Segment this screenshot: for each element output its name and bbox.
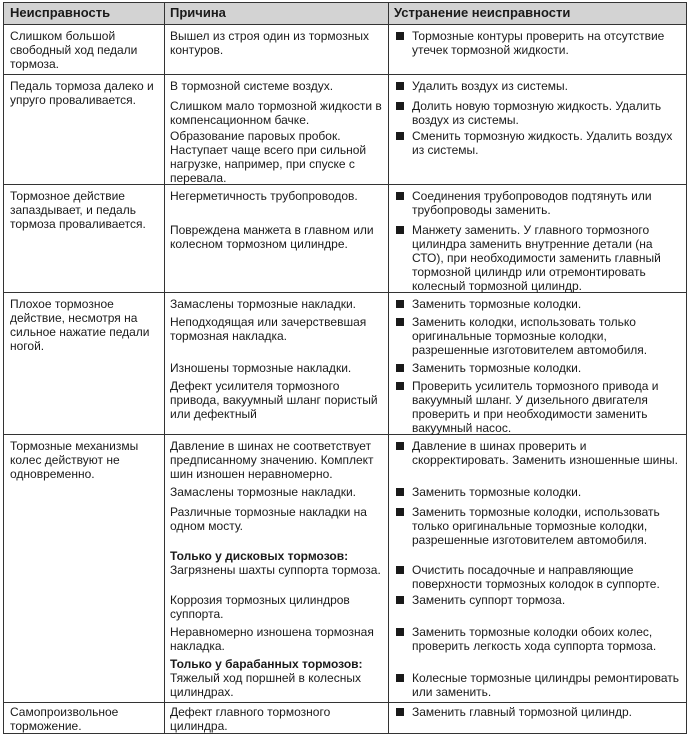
- fix-label: Заменить тормозные колодки.: [412, 361, 582, 375]
- fault-group: [4, 293, 686, 435]
- bullet-icon: [396, 132, 404, 140]
- bullet-icon: [396, 382, 404, 390]
- fix-label: Заменить колодки, использовать только оригинальные тормозные колодки, разрешенные изготовителем автомобиля.: [412, 315, 648, 357]
- fix-label: Очистить посадочные и направляющие поверхности тормозных колодок в суппорте.: [412, 563, 660, 591]
- fix-label: Заменить тормозные колодки, использовать только оригинальные тормозные колодки, разрешенные изготовителем автомобиля.: [412, 505, 660, 547]
- fault-group: [4, 25, 686, 75]
- fault-group: [4, 703, 686, 733]
- cause-text: Дефект главного тормозного цилиндра.: [170, 705, 331, 733]
- column-divider: [388, 3, 389, 733]
- fix-text: [394, 129, 682, 157]
- fix-text: [394, 505, 682, 547]
- bullet-icon: [396, 674, 404, 682]
- fix-text: [394, 485, 682, 499]
- cause-text: Вышел из строя один из тормозных контуров.: [170, 29, 369, 57]
- troubleshooting-table: [3, 2, 687, 734]
- cause-text: Замаслены тормозные накладки.: [170, 297, 357, 311]
- cause-text: Замаслены тормозные накладки.: [170, 485, 357, 499]
- header-fault: Неисправность: [10, 5, 111, 20]
- fix-label: Заменить тормозные колодки обоих колес, проверить легкость хода суппорта тормоза.: [412, 625, 657, 653]
- fix-label: Удалить воздух из системы.: [412, 79, 568, 93]
- fix-text: [394, 297, 682, 311]
- bullet-icon: [396, 82, 404, 90]
- fix-label: Манжету заменить. У главного тормозного цилиндра заменить внутренние детали (на СТО), при необходимости заменить главный тормозной цилиндр или отремонтировать колесный тормозной цилиндр.: [412, 223, 661, 293]
- bullet-icon: [396, 488, 404, 496]
- cause-text: Тяжелый ход поршней в колесных цилиндрах.: [170, 671, 361, 699]
- bullet-icon: [396, 192, 404, 200]
- fault-text: Плохое тормозное действие, несмотря на сильное нажатие педали ногой.: [10, 297, 150, 353]
- cause-text: Загрязнены шахты суппорта тормоза.: [170, 563, 381, 577]
- bullet-icon: [396, 508, 404, 516]
- bullet-icon: [396, 32, 404, 40]
- fix-text: [394, 379, 682, 435]
- fix-text: [394, 705, 682, 719]
- fault-text: Педаль тормоза далеко и упруго проваливается.: [10, 79, 154, 107]
- cause-text: Неподходящая или зачерствевшая тормозная накладка.: [170, 315, 367, 343]
- fix-label: Колесные тормозные цилиндры ремонтировать или заменить.: [412, 671, 679, 699]
- bullet-icon: [396, 442, 404, 450]
- cause-text: Негерметичность трубопроводов.: [170, 189, 358, 203]
- cause-text: Повреждена манжета в главном или колесном тормозном цилиндре.: [170, 223, 374, 251]
- bullet-icon: [396, 596, 404, 604]
- subheading-disc: Только у дисковых тормозов:: [170, 549, 349, 563]
- cause-text: В тормозной системе воздух.: [170, 79, 334, 93]
- fix-label: Тормозные контуры проверить на отсутствие утечек тормозной жидкости.: [412, 29, 665, 57]
- fix-text: [394, 315, 682, 357]
- bullet-icon: [396, 364, 404, 372]
- fault-text: Тормозное действие запаздывает, и педаль тормоза проваливается.: [10, 189, 146, 231]
- table-header: [4, 3, 686, 25]
- column-divider: [164, 3, 165, 733]
- fix-text: [394, 99, 682, 127]
- fix-label: Заменить главный тормозной цилиндр.: [412, 705, 632, 719]
- subheading-drum: Только у барабанных тормозов:: [170, 657, 363, 671]
- fix-text: [394, 593, 682, 607]
- cause-text: Дефект усилителя тормозного привода, вакуумный шланг пористый или дефектный: [170, 379, 378, 421]
- fix-label: Долить новую тормозную жидкость. Удалить воздух из системы.: [412, 99, 662, 127]
- fix-text: [394, 671, 682, 699]
- fix-label: Соединения трубопроводов подтянуть или трубопроводы заменить.: [412, 189, 652, 217]
- fix-label: Давление в шинах проверить и скорректировать. Заменить изношенные шины.: [412, 439, 678, 467]
- fix-text: [394, 563, 682, 591]
- cause-text: Коррозия тормозных цилиндров суппорта.: [170, 593, 350, 621]
- cause-text: Различные тормозные накладки на одном мосту.: [170, 505, 367, 533]
- bullet-icon: [396, 566, 404, 574]
- fix-text: [394, 625, 682, 653]
- fault-group: [4, 75, 686, 185]
- fault-text: Самопроизвольное торможение.: [10, 705, 119, 733]
- fix-label: Сменить тормозную жидкость. Удалить воздух из системы.: [412, 129, 673, 157]
- fix-text: [394, 29, 682, 57]
- cause-text: Неравномерно изношена тормозная накладка.: [170, 625, 374, 653]
- fix-text: [394, 189, 682, 217]
- bullet-icon: [396, 708, 404, 716]
- fix-text: [394, 439, 682, 467]
- fix-label: Заменить суппорт тормоза.: [412, 593, 566, 607]
- fault-text: Тормозные механизмы колес действуют не одновременно.: [10, 439, 139, 481]
- bullet-icon: [396, 628, 404, 636]
- header-cause: Причина: [170, 5, 226, 20]
- fix-text: [394, 361, 682, 375]
- fix-text: [394, 223, 682, 293]
- fix-label: Заменить тормозные колодки.: [412, 485, 582, 499]
- bullet-icon: [396, 300, 404, 308]
- cause-text: Слишком мало тормозной жидкости в компенсационном бачке.: [170, 99, 382, 127]
- fault-text: Слишком большой свободный ход педали тормоза.: [10, 29, 138, 71]
- bullet-icon: [396, 318, 404, 326]
- fix-label: Заменить тормозные колодки.: [412, 297, 582, 311]
- cause-text: Изношены тормозные накладки.: [170, 361, 352, 375]
- fix-label: Проверить усилитель тормозного привода и вакуумный шланг. У дизельного двигателя проверить и при необходимости заменить вакуумный насос.: [412, 379, 659, 435]
- header-fix: Устранение неисправности: [394, 5, 571, 20]
- fault-group: [4, 185, 686, 293]
- cause-text: Давление в шинах не соответствует предписанному значению. Комплект шин изношен неравномерно.: [170, 439, 374, 481]
- bullet-icon: [396, 226, 404, 234]
- fix-text: [394, 79, 682, 93]
- cause-text: Образование паровых пробок. Наступает чаще всего при сильной нагрузке, например, при спуске с перевала.: [170, 129, 367, 185]
- bullet-icon: [396, 102, 404, 110]
- fault-group: [4, 435, 686, 703]
